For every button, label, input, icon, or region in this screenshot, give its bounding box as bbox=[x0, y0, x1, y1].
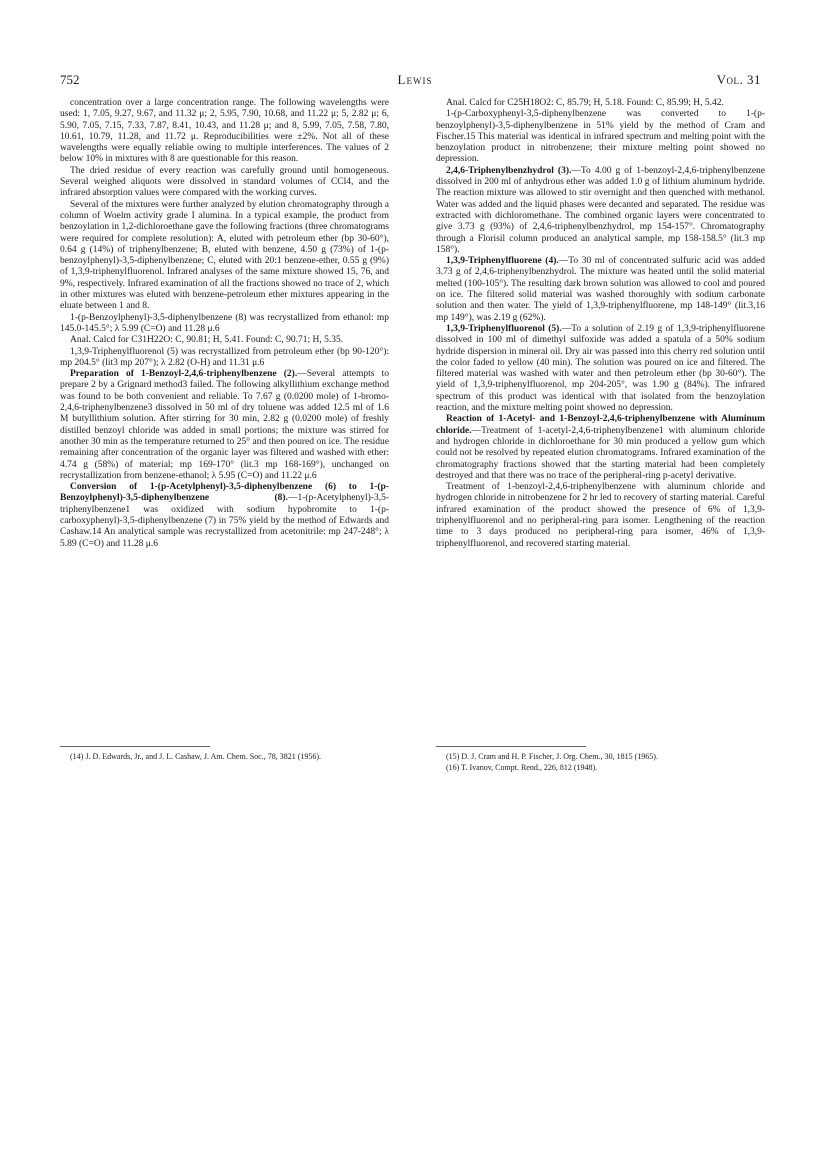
left-column bbox=[60, 98, 389, 550]
running-head: Lewis bbox=[397, 72, 433, 87]
footnote-rule bbox=[436, 746, 586, 747]
paragraph: Anal. Calcd for C31H22O: C, 90.81; H, 5.41. Found: C, 90.71; H, 5.35. bbox=[70, 335, 344, 346]
paragraph: concentration over a large concentration range. The following wavelengths were used: 1, 7.05, 9.27, 9.67, and 11.32 μ; 2, 5.95, 7.90, 10.68, and 11.22 μ; 5, 2.82 μ; 6, 5.90, 7.05, 7.15, 7.33, 7.87, 8.41, 10.43, and 11.28 μ; and 8, 5.99, 7.05, 7.58, 7.80, 10.61, 10.79, 11.28, and 11.72 μ. Reproducibilities were ±2%. Not all of these wavelengths were equally reliable owing to multiple interferences. The values of 2 below 10% in mixtures with 8 are questionable for this reason. bbox=[60, 98, 389, 165]
footnote: (16) T. Ivanov, Compt. Rend., 226, 812 (1948). bbox=[446, 763, 598, 772]
page-number: 752 bbox=[60, 72, 80, 87]
footnotes-right bbox=[436, 746, 765, 774]
section-heading: Preparation of 1-Benzoyl-2,4,6-triphenylbenzene (2). bbox=[70, 369, 298, 380]
section-heading: Reaction of 1-Acetyl- and 1-Benzoyl-2,4,6-triphenylbenzene with Aluminum chloride. bbox=[436, 414, 765, 436]
paragraph: Anal. Calcd for C25H18O2: C, 85.79; H, 5.18. Found: C, 85.99; H, 5.42. bbox=[446, 98, 724, 108]
paragraph: 1,3,9-Triphenylfluorenol (5).—To a solution of 2.19 g of 1,3,9-triphenylfluorene dissolved in 100 ml of dimethyl sulfoxide was added a spatula of a 50% sodium hydride dispersion in mineral oil. Dry air was passed into this cherry red solution until the color faded to yellow (40 min). The solution was poured on ice and filtered. The filtered material was washed with water and then petroleum ether (bp 30-60°). The yield of 1,3,9-triphenylfluorenol, mp 204-205°, was 1.90 g (84%). The infrared spectrum of this product was identical with that isolated from the benzoylation reaction, and the mixture melting point showed no depression. bbox=[436, 323, 765, 414]
footnotes-left bbox=[60, 746, 389, 763]
paragraph: Conversion of 1-(p-Acetylphenyl)-3,5-diphenylbenzene (6) to 1-(p-Benzoylphenyl)-3,5-diphenylbenzene (8).—1-(p-Acetylphenyl)-3,5-triphenylbenzene1 was oxidized with sodium hypobromite to 1-(p-carboxyphenyl)-3,5-diphenylbenzene (7) in 75% yield by the method of Edwards and Cashaw.14 An analytical sample was recrystallized from acetonitrile: mp 247-248°; λ 5.89 (C=O) and 11.28 μ.6 bbox=[60, 482, 389, 549]
paragraph: 2,4,6-Triphenylbenzhydrol (3).—To 4.00 g of 1-benzoyl-2,4,6-triphenylbenzene dissolved in 200 ml of anhydrous ether was added 1.0 g of lithium aluminum hydride. The reaction mixture was allowed to stir overnight and then quenched with methanol. Water was added and the liquid phases were decanted and separated. The residue was extracted with dichloromethane. The combined organic layers were concentrated to give 3.73 g (93%) of 2,4,6-triphenylbenzhydrol, mp 154-157°. Chromatography through a Florisil column produced an analytical sample, mp 158-158.5° (lit.3 mp 158°). bbox=[436, 165, 766, 255]
paragraph: 1,3,9-Triphenylfluorenol (5) was recrystallized from petroleum ether (bp 90-120°): mp 204.5° (lit3 mp 207°); λ 2.82 (O-H) and 11.31 μ.6 bbox=[60, 346, 389, 368]
footnote-rule bbox=[60, 746, 210, 747]
footnote: (15) D. J. Cram and H. P. Fischer, J. Org. Chem., 30, 1815 (1965). bbox=[446, 752, 658, 761]
paragraph: Reaction of 1-Acetyl- and 1-Benzoyl-2,4,6-triphenylbenzene with Aluminum chloride.—Treatment of 1-acetyl-2,4,6-triphenylbenzene1 with aluminum chloride and hydrogen chloride in dichloroethane for 30 min produced a yellow gum which could not be resolved by repeated elution chromatograms. Infrared examination of the chromatography fractions showed that the starting material had been completely destroyed and that there was no trace of the peripheral-ring p-acetyl derivative. bbox=[436, 414, 765, 481]
paragraph: Treatment of 1-benzoyl-2,4,6-triphenylbenzene with aluminum chloride and hydrogen chloride in nitrobenzene for 2 hr led to recovery of starting material. Careful infrared examination of the product showed the presence of 6% of 1,3,9-triphenylfluorenol and no peripheral-ring para isomer. Lengthening of the reaction time to 3 days produced no peripheral-ring para isomer, 46% of 1,3,9-triphenylfluorenol, and recovered starting material. bbox=[436, 482, 765, 549]
section-heading: 2,4,6-Triphenylbenzhydrol (3). bbox=[446, 165, 572, 176]
paragraph: 1-(p-Benzoylphenyl)-3,5-diphenylbenzene (8) was recrystallized from ethanol: mp 145.0-145.5°; λ 5.99 (C=O) and 11.28 μ.6 bbox=[60, 312, 389, 334]
volume-label: Vol. 31 bbox=[716, 72, 761, 87]
section-heading: 1,3,9-Triphenylfluorenol (5). bbox=[446, 323, 562, 334]
paragraph: 1-(p-Carboxyphenyl-3,5-diphenylbenzene was converted to 1-(p-benzoylphenyl)-3,5-diphenylbenzene in 51% yield by the method of Cram and Fischer.15 This material was identical in infrared spectrum and melting point with the benzoylation product in nitrobenzene; their mixture melting point showed no depression. bbox=[436, 109, 765, 165]
right-column bbox=[436, 98, 765, 550]
paragraph: Several of the mixtures were further analyzed by elution chromatography through a column of Woelm activity grade I alumina. In a typical example, the product from benzoylation in 1,2-dichloroethane gave the following fractions (three chromatograms were required for complete resolution): A, eluted with petroleum ether (bp 30-60°), 0.64 g (14%) of triphenylbenzene; B, eluted with benzene, 4.50 g (73%) of 1-(p-benzoylphenyl)-3,5-diphenylbenzene; C, eluted with 20:1 benzene-ether, 0.55 g (9%) of 1,3,9-triphenylfluorenol. Infrared analyses of the same mixture showed 15, 76, and 9%, respectively. Infrared examination of all the fractions showed no trace of 2, which in other mixtures was eluted with benzene-petroleum ether mixtures appearing in the eluate between 1 and 8. bbox=[60, 199, 389, 312]
paragraph: The dried residue of every reaction was carefully ground until homogeneous. Several weighed aliquots were dissolved in standard volumes of CCl4, and the infrared absorption values were compared with the working curves. bbox=[60, 165, 389, 199]
section-heading: Conversion of 1-(p-Acetylphenyl)-3,5-diphenylbenzene (6) to 1-(p-Benzoylphenyl)-3,5-diphenylbenzene (8). bbox=[60, 482, 389, 504]
section-heading: 1,3,9-Triphenylfluorene (4). bbox=[446, 256, 559, 267]
footnote: (14) J. D. Edwards, Jr., and J. L. Cashaw, J. Am. Chem. Soc., 78, 3821 (1956). bbox=[70, 752, 322, 761]
paragraph: 1,3,9-Triphenylfluorene (4).—To 30 ml of concentrated sulfuric acid was added 3.73 g of 2,4,6-triphenylbenzhydrol. The mixture was heated until the solid material melted (100-105°). The resulting dark brown solution was allowed to cool and poured on ice. The filtered solid material was washed thoroughly with sodium carbonate solution and then water. The yield of 1,3,9-triphenylfluorene, mp 148-149° (lit.3,16 mp 149°), was 2.19 g (62%). bbox=[436, 256, 765, 323]
paragraph: Preparation of 1-Benzoyl-2,4,6-triphenylbenzene (2).—Several attempts to prepare 2 by a Grignard method3 failed. The following alkyllithium exchange method was found to be both convenient and reliable. To 7.67 g (0.0200 mole) of 1-bromo-2,4,6-triphenylbenzene3 dissolved in 50 ml of dry toluene was added 12.5 ml of 1.6 M butyllithium solution. After stirring for 30 min, 2.82 g (0.0200 mole) of freshly distilled benzoyl chloride was added in small portions; the mixture was stirred for another 30 min as the temperature returned to 25° and then poured on ice. The residue remaining after concentration of the organic layer was filtered and washed with ether: 4.74 g (58%) of material; mp 169-170° (lit.3 mp 168-169°), unchanged on recrystallization from benzene-ethanol; λ 5.95 (C=O) and 11.22 μ.6 bbox=[60, 369, 389, 481]
